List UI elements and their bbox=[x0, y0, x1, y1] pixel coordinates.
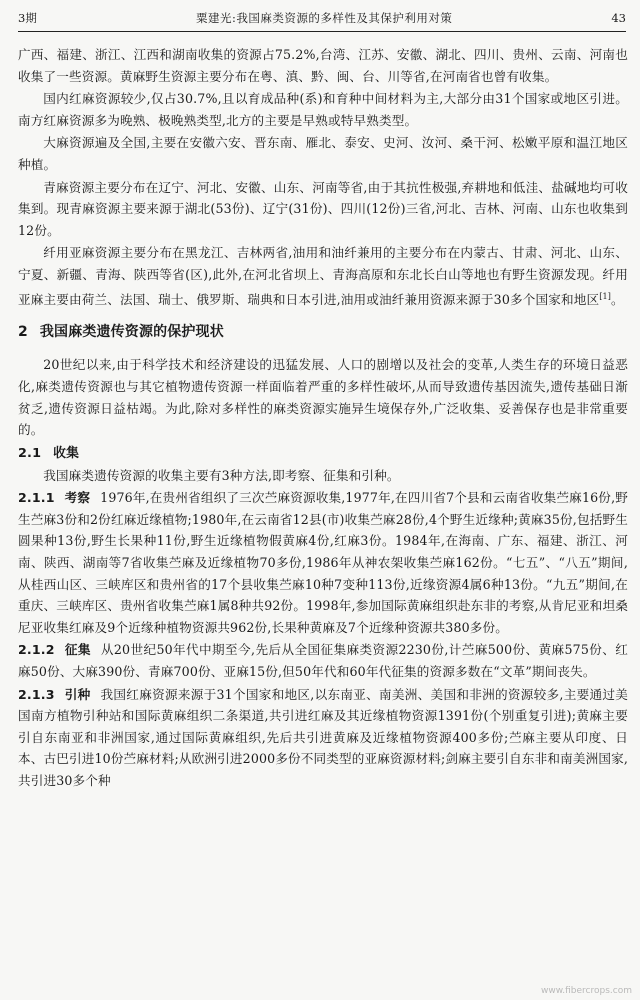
paragraph: 国内红麻资源较少,仅占30.7%,且以育成品种(系)和育种中间材料为主,大部分由31个国家或地区引进。南方红麻资源多为晚熟、极晚熟类型,北方的主要是早熟或特早熟类型。 bbox=[18, 91, 628, 128]
subsection-heading bbox=[18, 443, 628, 464]
running-title: 粟建光:我国麻类资源的多样性及其保护利用对策 bbox=[196, 11, 453, 25]
subsection-title: 收集 bbox=[53, 445, 80, 461]
section-heading bbox=[18, 322, 628, 342]
citation: [1] bbox=[599, 291, 611, 301]
paragraph: 广西、福建、浙江、江西和湖南收集的资源占75.2%,台湾、江苏、安徽、湖北、四川、贵州、云南、河南也收集了一些资源。黄麻野生资源主要分布在粤、滇、黔、闽、台、川等省,在河南省也曾有收集。 bbox=[18, 47, 628, 84]
item-text: 1976年,在贵州省组织了三次苎麻资源收集,1977年,在四川省7个县和云南省收集苎麻16份,野生苎麻3份和2份红麻近缘植物;1980年,在云南省12县(市)收集苎麻28份,4个野生近缘种;黄麻35份,包括野生圆果种13份,野生长果种11份,野生近缘植物假黄麻4份,红麻3份。1984年,在海南、广东、福建、浙江、河南、陕西、湖南等7省收集苎麻及近缘植物70多份,1986年从神农架收集苎麻162份。“七五”、“八五”期间,从桂西山区、三峡库区和贵州省的17个县收集苎麻10种7变种113份,近缘资源4属6种13份。“九五”期间,在重庆、三峡库区、贵州省收集苎麻1属8种共92份。1998年,参加国际黄麻组织赴东非的考察,从肯尼亚和坦桑尼亚收集红麻及9个近缘种植物资源共962份,长果种黄麻及7个近缘种资源共380多份。 bbox=[18, 490, 628, 635]
paragraph: 大麻资源遍及全国,主要在安徽六安、晋东南、雁北、泰安、史河、汝河、桑干河、松嫩平原和温江地区种植。 bbox=[18, 135, 628, 172]
paragraph-end: 。 bbox=[611, 291, 624, 307]
running-head bbox=[18, 6, 626, 30]
section-title: 我国麻类遗传资源的保护现状 bbox=[39, 324, 224, 341]
paragraph-text: 纤用亚麻资源主要分布在黑龙江、吉林两省,油用和油纤兼用的主要分布在内蒙古、甘肃、河北、山东、宁夏、新疆、青海、陕西等省(区),此外,在河北省坝上、青海高原和东北长白山等地也有野生资源发现。纤用亚麻主要由荷兰、法国、瑞士、俄罗斯、瑞典和日本引进,油用或油纤兼用资源来源于30多个国家和地区 bbox=[18, 245, 628, 307]
section-number: 2 bbox=[18, 324, 28, 341]
subsection-number: 2.1 bbox=[18, 445, 42, 461]
page-number: 43 bbox=[611, 11, 626, 25]
item-text: 从20世纪50年代中期至今,先后从全国征集麻类资源2230份,计苎麻500份、黄麻575份、红麻50份、大麻390份、青麻700份、亚麻15份,但50年代和60年代征集的资源多数在“文革”期间丧失。 bbox=[18, 642, 628, 680]
watermark: www.fibercrops.com bbox=[541, 986, 632, 996]
paragraph: 20世纪以来,由于科学技术和经济建设的迅猛发展、人口的剧增以及社会的变革,人类生存的环境日益恶化,麻类遗传资源也与其它植物遗传资源一样面临着严重的多样性破坏,从而导致遗传基因流失,遗传基础日渐贫乏,遗传资源日益枯竭。为此,除对多样性的麻类资源实施异生境保存外,广泛收集、妥善保存也是非常重要的。 bbox=[18, 357, 628, 438]
item-number: 2.1.2 bbox=[18, 642, 55, 658]
header-rule bbox=[18, 31, 626, 32]
issue-label: 3期 bbox=[18, 11, 37, 25]
paragraph: 我国麻类遗传资源的收集主要有3种方法,即考察、征集和引种。 bbox=[43, 467, 400, 483]
item-text: 我国红麻资源来源于31个国家和地区,以东南亚、南美洲、美国和非洲的资源较多,主要通过美国南方植物引种站和国际黄麻组织二条渠道,共引进红麻及其近缘植物资源1391份(个别重复引进);黄麻主要引自东南亚和非洲国家,通过国际黄麻组织,先后共引进黄麻及近缘植物资源400多份;苎麻主要从印度、日本、古巴引进10份苎麻材料;从欧洲引进2000多份不同类型的亚麻资源材料;剑麻主要引自东非和南美洲国家,共引进30多个种 bbox=[18, 686, 628, 788]
item-paragraph bbox=[18, 487, 628, 638]
body-text bbox=[18, 44, 628, 792]
paragraph: 青麻资源主要分布在辽宁、河北、安徽、山东、河南等省,由于其抗性极强,弃耕地和低洼、盐碱地均可收集到。现青麻资源主要来源于湖北(53份)、辽宁(31份)、四川(12份)三省,河北、吉林、河南、山东也收集到12份。 bbox=[18, 179, 628, 238]
item-title: 考察 bbox=[64, 490, 91, 506]
item-number: 2.1.1 bbox=[18, 490, 55, 506]
item-paragraph bbox=[18, 639, 628, 682]
item-paragraph bbox=[18, 684, 628, 792]
item-title: 引种 bbox=[64, 686, 91, 702]
item-number: 2.1.3 bbox=[18, 686, 55, 702]
paragraph-flax bbox=[18, 242, 628, 310]
item-title: 征集 bbox=[64, 642, 91, 658]
